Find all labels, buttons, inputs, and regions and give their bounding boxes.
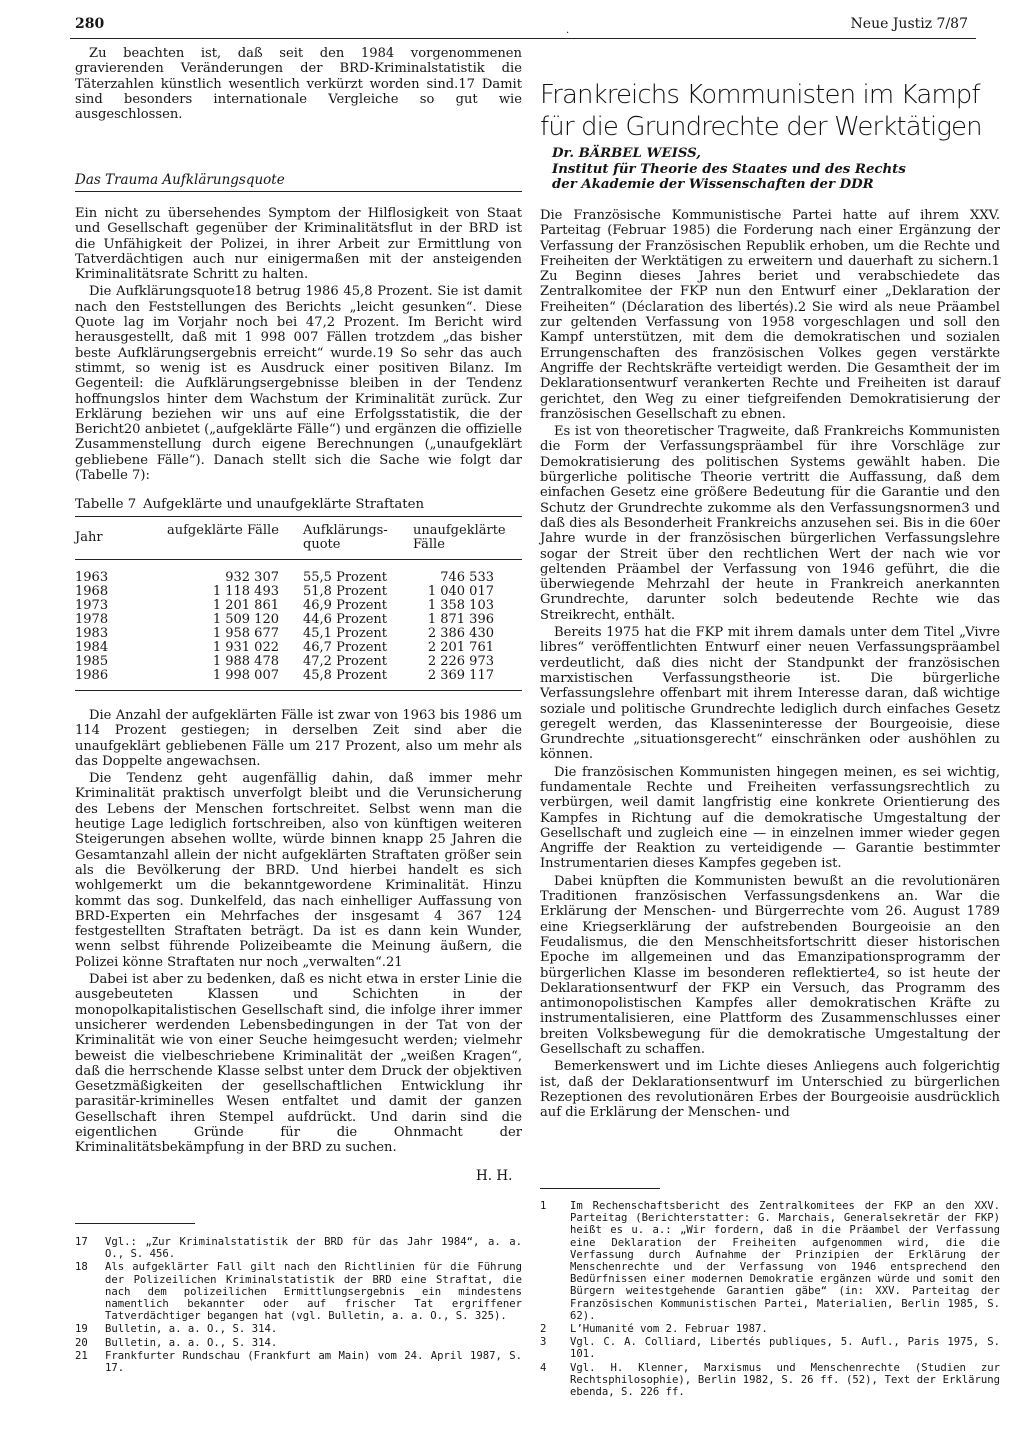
cell-unsolved: 2 201 761	[427, 640, 494, 655]
cell-solved: 1 509 120	[212, 612, 279, 627]
cell-year: 1985	[75, 654, 109, 669]
paragraph: Die Tendenz geht augenfällig dahin, daß immer mehr Kriminalität praktisch unverfolgt bleibt und die Verunsicherung des Lebens der Menschen fortschreitet. Selbst wenn man die heutige Lage lediglich fortschreiben, also von künftigen weiteren Steigerungen absehen wollte, würde binnen knapp 25 Jahren die Gesamtanzahl allein der nicht aufgeklärten Straftaten größer sein als die Bevölkerung der BRD. Und hierbei handelt es sich wohlgemerkt um die bekanntgewordene Kriminalität. Hinzu kommt das sog. Dunkelfeld, das nach einhelliger Auffassung von BRD-Experten ein Mehrfaches der insgesamt 4 367 124 festgestellten Straftaten beträgt. Da ist es dann kein Wunder, wenn selbst führende Polizeibeamte die Meinung äußern, die Polizei könne Straftaten nur noch „verwalten“.21	[75, 771, 522, 970]
cell-year: 1984	[75, 640, 109, 655]
left-body-bottom	[75, 708, 522, 1158]
paragraph: Dabei knüpften die Kommunisten bewußt an die revolutionären Traditionen französischen Verfassungsdenkens an. War die Erklärung der Menschen- und Bürgerrechte vom 26. August 1789 eine Kriegserklärung der aufstrebenden Bourgeoisie an den Feudalismus, die den Menschheitsfortschritt dieser historischen Epoche im allgemeinen und das Emanzipationsprogramm der bürgerlichen Klasse im besonderen reflektierte4, so ist heute der Deklarationsentwurf der FKP ein Versuch, das Programm des antimonopolistischen Kampfes aller demokratischen Kräfte zu instrumentalisieren, eine Plattform des Zusammenschlusses einer breiten Volksbewegung für die demokratische Umgestaltung der Gesellschaft zu schaffen.	[540, 873, 1000, 1058]
cell-unsolved: 1 040 017	[427, 584, 494, 599]
table-row	[75, 641, 522, 655]
cell-rate: 45,1 Prozent	[303, 626, 388, 641]
footnote-rule	[75, 1223, 195, 1224]
table-row	[75, 560, 522, 586]
footnote: 19 Bulletin, a. a. O., S. 314.	[75, 1323, 278, 1336]
paragraph: Bemerkenswert und im Lichte dieses Anliegens auch folgerichtig ist, daß der Deklarationsentwurf im Unterschied zu bürgerlichen Rezeptionen des revolutionären Erbes der Bourgeoisie ausdrücklich auf die Erklärung der Menschen- und	[540, 1059, 1000, 1121]
cell-year: 1968	[75, 584, 109, 599]
section-heading: Das Trauma Aufklärungsquote	[75, 172, 522, 192]
header-dot: .	[566, 25, 570, 36]
footnote: 3 Vgl. C. A. Colliard, Libertés publiques, 5. Aufl., Paris 1975, S. 101.	[540, 1336, 1000, 1361]
table-row	[75, 585, 522, 599]
cell-solved: 1 931 022	[212, 640, 279, 655]
paragraph: Die Anzahl der aufgeklärten Fälle ist zwar von 1963 bis 1986 um 114 Prozent gestiegen; in derselben Zeit sind aber die unaufgeklärt gebliebenen Fälle um 217 Prozent, also um mehr als das Doppelte angewachsen.	[75, 708, 522, 769]
paragraph: Die Französische Kommunistische Partei hatte auf ihrem XXV. Parteitag (Februar 1985) die Forderung nach einer Ergänzung der Verfassung der Französischen Republik erhoben, um die Rechte und Freiheiten der Werktätigen zu erweitern und dauerhaft zu sichern.1 Zu Beginn dieses Jahres beriet und verabschiedete das Zentralkomitee der FKP nun den Entwurf einer „Deklaration der Freiheiten“ (Déclaration des libertés).2 Sie wird als neue Präambel zur geltenden Verfassung von 1958 vorgeschlagen und soll den Kampf unterstützen, mit dem die demokratischen und sozialen Errungenschaften des französischen Volkes gegen verstärkte Angriffe der Rechtskräfte verteidigt werden. Die Gesamtheit der im Deklarationsentwurf verankerten Rechte und Freiheiten ist darauf gerichtet, den Weg zu einer tiefgreifenden Demokratisierung der französischen Gesellschaft zu ebnen.	[540, 208, 1000, 422]
affiliation: der Akademie der Wissenschaften der DDR	[552, 177, 874, 192]
header-solved: aufgeklärte Fälle	[167, 517, 303, 560]
table-row	[75, 655, 522, 669]
footnote: 20 Bulletin, a. a. O., S. 314.	[75, 1336, 278, 1349]
cell-solved: 1 998 007	[167, 669, 303, 691]
cell-rate: 46,9 Prozent	[303, 598, 388, 613]
table-caption	[75, 497, 424, 512]
page-number: 280	[75, 16, 105, 32]
left-footnotes	[75, 1236, 522, 1375]
paragraph: Es ist von theoretischer Tragweite, daß Frankreichs Kommunisten die Form der Verfassungspräambel für ihre Vorschläge zur Demokratisierung des politischen Systems gewählt haben. Die bürgerliche politische Theorie vertritt die Auffassung, daß dem einfachen Gesetz eine größere Bedeutung für die Garantie und den Schutz der Grundrechte zukomme als den Verfassungsnormen3 und daß dies als Besonderheit Frankreichs anzusehen sei. Bis in die 60er Jahre wurde in der französischen bürgerlichen Verfassungslehre sogar der Streit über den rechtlichen Wert der nach wie vor geltenden Präambel der Verfassung von 1946 geführt, die die überwiegende Mehrzahl der heute in Frankreich anerkannten Grundrechte, darunter solch bedeutende Rechte wie das Streikrecht, enthält.	[540, 424, 1000, 623]
cell-year: 1973	[75, 598, 109, 613]
left-body-top	[75, 206, 522, 485]
table-title: Aufgeklärte und unaufgeklärte Straftaten	[143, 497, 425, 512]
table-row	[75, 599, 522, 613]
cell-year: 1986	[75, 669, 167, 691]
cell-solved: 1 988 478	[212, 654, 279, 669]
cell-solved: 1 118 493	[212, 584, 279, 599]
footnote: 17 Vgl.: „Zur Kriminalstatistik der BRD für das Jahr 1984“, a. a. O., S. 456.	[75, 1236, 522, 1261]
cell-solved: 1 201 861	[212, 598, 279, 613]
cell-rate: 44,6 Prozent	[303, 612, 388, 627]
paragraph: Die französischen Kommunisten hingegen meinen, es sei wichtig, fundamentale Rechte und Freiheiten verfassungsrechtlich zu verbürgen, weil damit langfristig eine konkrete Orientierung des Kampfes in Richtung auf die demokratische Umgestaltung der Gesellschaft und zugleich eine — in einzelnen immer wieder gegen Angriffe der Reaktion zu verteidigende — Garantie bestimmter Instrumentarien dieses Kampfes gegeben ist.	[540, 764, 1000, 872]
author-name: Dr. BÄRBEL WEISS,	[552, 146, 701, 161]
journal-issue: Neue Justiz 7/87	[850, 16, 968, 32]
footnote-rule	[540, 1188, 660, 1189]
header-rule	[70, 38, 976, 39]
table-row	[75, 669, 522, 691]
header-unsolved: unaufgeklärte Fälle	[413, 517, 522, 560]
cell-rate: 45,8 Prozent	[303, 669, 413, 691]
intro-paragraph: Zu beachten ist, daß seit den 1984 vorgenommenen gravierenden Veränderungen der BRD-Kriminalstatistik die Täterzahlen künstlich wesentlich verkürzt worden sind.17 Damit sind besonders internationale Vergleiche so gut wie ausgeschlossen.	[75, 46, 522, 123]
paragraph: Bereits 1975 hat die FKP mit ihrem damals unter dem Titel „Vivre libres“ veröffentlichten Entwurf einer neuen Verfassungspräambel verdeutlicht, daß dies nicht der Standpunkt der französischen marxistischen Verfassungstheorie ist. Die bürgerliche Verfassungslehre offenbart mit ihrem Interesse daran, daß wichtige soziale und politische Grundrechte lediglich durch einfaches Gesetz geregelt werden, das Klasseninteresse der Bourgeoisie, diese Grundrechte „situationsgerecht“ einschränken oder aushöhlen zu können.	[540, 625, 1000, 763]
cell-unsolved: 1 871 396	[427, 612, 494, 627]
cell-unsolved: 1 358 103	[427, 598, 494, 613]
affiliation: Institut für Theorie des Staates und des Rechts	[552, 161, 906, 177]
cell-solved: 1 958 677	[212, 626, 279, 641]
table-row	[75, 613, 522, 627]
header-year: Jahr	[75, 517, 167, 560]
footnote: 4 Vgl. H. Klenner, Marxismus und Menschenrechte (Studien zur Rechtsphilosophie), Berlin 1982, S. 26 ff. (52), Text der Erklärung ebenda, S. 226 ff.	[540, 1361, 1000, 1399]
cell-unsolved: 746 533	[440, 570, 494, 585]
cell-year: 1978	[75, 612, 109, 627]
left-intro	[75, 46, 522, 124]
paragraph: Dabei ist aber zu bedenken, daß es nicht etwa in erster Linie die ausgebeuteten Klassen und Schichten in der monopolkapitalistischen Gesellschaft sind, die infolge ihrer immer unsicherer werdenden Lebensbedingungen in der Tat von der Kriminalität wie von einer Seuche heimgesucht werden; vielmehr beweist die vielbeschriebene Kriminalität der „weißen Kragen“, daß die herrschende Klasse selbst unter dem Druck der objektiven Gesetzmäßigkeiten der gesellschaftlichen Entwicklung ihr parasitär-kriminelles Wesen entfaltet und damit der ganzen Gesellschaft ihren Stempel aufdrückt. Und darin sind die eigentlichen Gründe für die Ohnmacht der Kriminalitätsbekämpfung in der BRD zu suchen.	[75, 972, 522, 1156]
right-footnotes	[540, 1200, 1000, 1399]
footnote: 1 Im Rechenschaftsbericht des Zentralkomitees der FKP an den XXV. Parteitag (Berichterstatter: G. Marchais, Generalsekretär der FKP) heißt es u. a.: „Wir fordern, daß in die Präambel der Verfassung eine Deklaration der Freiheiten aufgenommen wird, die die Verfassung durch Aufnahme der Prinzipien der Erklärung der Menschenrechte und der Verfassung von 1946 entsprechend den Bedürfnissen einer modernen Demokratie ergänzen würde und somit den Bürgern weitestgehende Garantien gäbe“ (in: XXV. Parteitag der Französischen Kommunistischen Partei, Materialien, Berlin 1985, S. 62).	[540, 1200, 1000, 1322]
table-label: Tabelle 7	[75, 497, 137, 512]
footnote: 2 L’Humanité vom 2. Februar 1987.	[540, 1323, 768, 1336]
paragraph: Ein nicht zu übersehendes Symptom der Hilflosigkeit von Staat und Gesellschaft gegenüber der Kriminalitätsflut in der BRD ist die Unfähigkeit der Polizei, in ihrer Arbeit zur Ermittlung von Tatverdächtigen auch nur einigermaßen mit der ansteigenden Kriminalitätsrate Schritt zu halten.	[75, 206, 522, 283]
cell-unsolved: 2 386 430	[427, 626, 494, 641]
header-rate: Aufklärungs-quote	[303, 517, 413, 560]
cell-year: 1963	[75, 570, 109, 585]
paragraph: Die Aufklärungsquote18 betrug 1986 45,8 Prozent. Sie ist damit nach den Feststellungen des Berichts „leicht gesunken“. Diese Quote lag im Vorjahr noch bei 47,2 Prozent. Im Bericht wird herausgestellt, daß mit 1 998 007 Fällen trotzdem „das bisher beste Aufklärungsergebnis erreicht“ wurde.19 So sehr das auch stimmt, so wenig ist es Ausdruck einer positiven Bilanz. Im Gegenteil: die Aufklärungsergebnisse bleiben in der Tendenz hoffnungslos hinter dem Wachstum der Kriminalität zurück. Zur Erklärung beziehen wir uns auf eine Erfolgsstatistik, die der Bericht20 anbietet („aufgeklärte Fälle“) und ergänzen die offizielle Zusammenstellung durch eigene Berechnungen („unaufgeklärt gebliebene Fälle“). Danach stellt sich die Sache wie folgt dar (Tabelle 7):	[75, 284, 522, 484]
cell-unsolved: 2 369 117	[413, 669, 522, 691]
cell-unsolved: 2 226 973	[427, 654, 494, 669]
cell-rate: 47,2 Prozent	[303, 654, 388, 669]
table-header-row	[75, 517, 522, 560]
right-body	[540, 208, 1000, 1123]
footnote: 21 Frankfurter Rundschau (Frankfurt am Main) vom 24. April 1987, S. 17.	[75, 1349, 522, 1375]
cell-rate: 46,7 Prozent	[303, 640, 388, 655]
article-title: Frankreichs Kommunisten im Kampf für die Grundrechte der Werktätigen	[540, 80, 982, 142]
cell-rate: 51,8 Prozent	[303, 584, 388, 599]
crime-table	[75, 516, 522, 691]
cell-solved: 932 307	[225, 570, 279, 585]
cell-rate: 55,5 Prozent	[303, 570, 388, 585]
cell-year: 1983	[75, 626, 109, 641]
table-row	[75, 627, 522, 641]
footnote: 18 Als aufgeklärter Fall gilt nach den Richtlinien für die Führung der Polizeilichen Kriminalstatistik der BRD eine Straftat, die nach dem polizeilichen Ermittlungsergebnis ein mindestens namentlich bekannter oder auf frischer Tat ergriffener Tatverdächtiger begangen hat (vgl. Bulletin, a. a. O., S. 325).	[75, 1261, 522, 1323]
author-block	[552, 146, 1002, 193]
author-initials: H. H.	[476, 1168, 513, 1184]
